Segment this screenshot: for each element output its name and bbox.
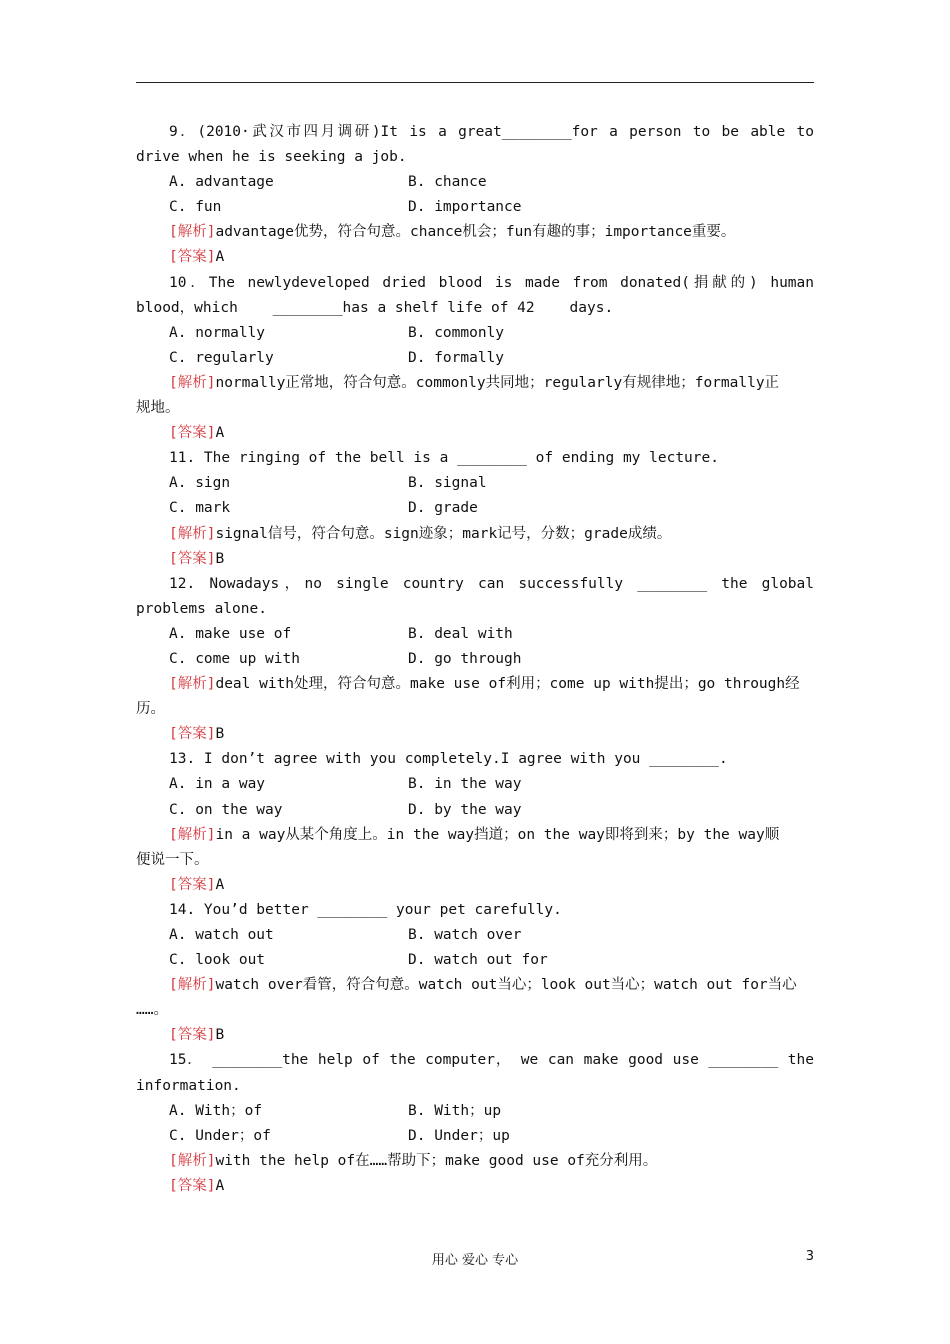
options-row [136, 948, 814, 973]
question-13 [136, 747, 814, 898]
answer-value: A [215, 249, 225, 266]
question-stem: 14. You’d better ________ your pet carefully. [169, 901, 562, 918]
question-stem: 12. Nowadays，no single country can successfully ________ the global [169, 575, 814, 592]
option-d: D. importance [408, 199, 522, 216]
explanation-tag: [解析] [169, 826, 216, 843]
option-a: A. advantage [169, 174, 274, 191]
option-b: B. in the way [408, 776, 522, 793]
explanation [136, 823, 814, 848]
question-stem: 11. The ringing of the bell is a ________ of ending my lecture. [169, 450, 719, 467]
explanation-text: deal with处理，符合句意。make use of利用；come up with提出；go through经 [215, 676, 800, 693]
options-row [136, 622, 814, 647]
footer-motto: 用心 爱心 专心 [431, 1253, 519, 1268]
answer-tag: [答案] [169, 249, 216, 266]
answer-tag: [答案] [169, 726, 216, 743]
option-b: B. commonly [408, 324, 505, 341]
option-b: B. With；up [408, 1102, 502, 1119]
option-b: B. signal [408, 475, 487, 492]
explanation-tag: [解析] [169, 977, 216, 994]
explanation-text: in a way从某个角度上。in the way挡道；on the way即将到来；by the way顺 [215, 826, 780, 843]
option-c: C. Under；of [169, 1127, 271, 1144]
question-stem-continued: blood，which ________has a shelf life of 42 days. [136, 299, 614, 316]
question-10 [136, 271, 814, 447]
answer-value: A [215, 425, 225, 442]
options-row [136, 346, 814, 371]
options-row [136, 1124, 814, 1149]
option-a: A. watch out [169, 927, 274, 943]
answer [136, 547, 814, 572]
options-row [136, 170, 814, 195]
answer [136, 421, 814, 446]
option-c: C. mark [169, 500, 231, 517]
question-stem: 10．The newlydeveloped dried blood is made from donated(捐献的) human [169, 274, 814, 291]
explanation-text: with the help of在……帮助下；make good use of充分利用。 [215, 1152, 658, 1169]
question-stem: 13. I don’t agree with you completely.I agree with you ________. [169, 751, 728, 768]
option-a: A. normally [169, 324, 266, 341]
option-c: C. fun [169, 199, 222, 216]
option-d: D. go through [408, 650, 522, 667]
option-a: A. in a way [169, 776, 266, 793]
answer-value: B [215, 1027, 225, 1044]
option-b: B. watch over [408, 927, 522, 943]
answer-tag: [答案] [169, 876, 216, 893]
explanation-continued: 规地。 [136, 400, 180, 417]
answer-tag: [答案] [169, 1027, 216, 1044]
explanation-continued: 便说一下。 [136, 851, 209, 868]
explanation-text: signal信号，符合句意。sign迹象；mark记号，分数；grade成绩。 [215, 525, 672, 542]
answer-value: A [215, 1177, 225, 1194]
options-row [136, 471, 814, 496]
explanation-text: watch over看管，符合句意。watch out当心；look out当心；watch out for当心 [215, 977, 797, 994]
question-list [136, 120, 814, 1199]
answer [136, 245, 814, 270]
question-12 [136, 572, 814, 748]
options-row [136, 496, 814, 521]
question-stem-continued: drive when he is seeking a job. [136, 149, 407, 166]
explanation-tag: [解析] [169, 374, 216, 391]
answer-value: B [215, 550, 225, 567]
explanation-continued: 历。 [136, 701, 165, 718]
header-rule [136, 82, 814, 83]
options-row [136, 798, 814, 823]
options-row [136, 195, 814, 220]
option-d: D. formally [408, 349, 505, 366]
answer [136, 1023, 814, 1048]
option-c: C. come up with [169, 650, 300, 667]
answer [136, 722, 814, 747]
question-stem-continued: information. [136, 1077, 241, 1094]
question-9 [136, 120, 814, 271]
explanation-text: normally正常地，符合句意。commonly共同地；regularly有规律地；formally正 [215, 374, 780, 391]
options-row [136, 772, 814, 797]
option-c: C. regularly [169, 349, 274, 366]
explanation-tag: [解析] [169, 525, 216, 542]
option-a: A. With；of [169, 1102, 263, 1119]
options-row [136, 1099, 814, 1124]
option-a: A. make use of [169, 625, 292, 642]
question-11 [136, 446, 814, 571]
option-b: B. chance [408, 174, 487, 191]
answer-tag: [答案] [169, 1177, 216, 1194]
explanation [136, 522, 814, 547]
option-a: A. sign [169, 475, 231, 492]
options-row [136, 647, 814, 672]
option-b: B. deal with [408, 625, 513, 642]
explanation [136, 1149, 814, 1174]
answer-value: B [215, 726, 225, 743]
option-d: D. watch out for [408, 952, 548, 969]
question-stem-continued: problems alone. [136, 600, 267, 617]
page-number: 3 [805, 1249, 814, 1264]
explanation [136, 973, 814, 998]
question-stem: 9．(2010·武汉市四月调研)It is a great________for a person to be able to [169, 124, 814, 140]
explanation [136, 371, 814, 396]
option-c: C. look out [169, 952, 266, 969]
question-14 [136, 898, 814, 1049]
option-d: D. Under；up [408, 1127, 510, 1144]
explanation-text: advantage优势，符合句意。chance机会；fun有趣的事；importance重要。 [215, 224, 736, 241]
explanation-tag: [解析] [169, 676, 216, 693]
option-c: C. on the way [169, 801, 283, 818]
explanation [136, 672, 814, 697]
options-row [136, 923, 814, 948]
answer-tag: [答案] [169, 550, 216, 567]
explanation-continued: ……。 [136, 1002, 168, 1019]
explanation-tag: [解析] [169, 224, 216, 241]
option-d: D. by the way [408, 801, 522, 818]
question-stem: 15． ________the help of the computer， we can make good use ________ the [169, 1052, 814, 1069]
explanation-tag: [解析] [169, 1152, 216, 1169]
answer-value: A [215, 876, 225, 893]
option-d: D. grade [408, 500, 478, 517]
answer [136, 873, 814, 898]
answer [136, 1174, 814, 1199]
question-15 [136, 1048, 814, 1199]
answer-tag: [答案] [169, 425, 216, 442]
options-row [136, 321, 814, 346]
explanation [136, 220, 814, 245]
